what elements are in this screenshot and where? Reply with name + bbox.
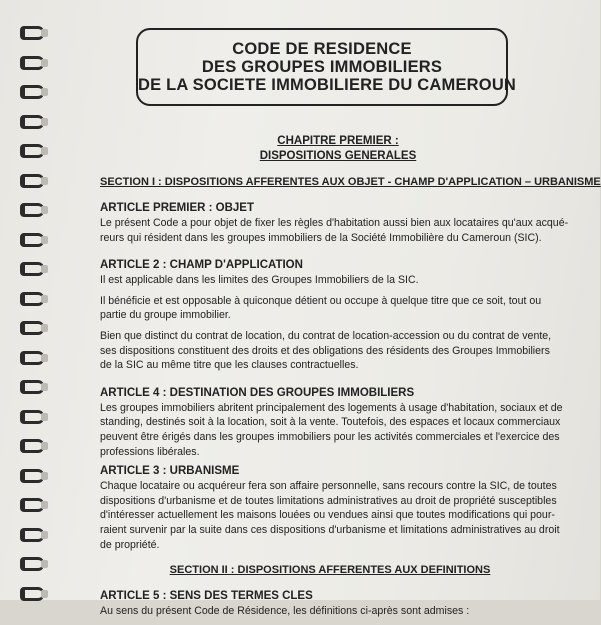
article-1-text [100,216,569,245]
punch-hole [41,501,48,509]
binding-ring [14,587,48,601]
binding-ring [14,26,48,40]
binding-ring [14,469,48,483]
binding-ring [14,321,48,335]
punch-hole [41,236,48,244]
text-line: reurs qui résident dans les groupes immobiliers de la Société Immobilière du Cameroun (SIC). [100,231,542,244]
text-line: dispositions d'urbanisme et de toutes limitations administratives au droit de propriété susceptibles [100,494,557,507]
text-line: d'intéresser actuellement les maisons louées ou vendues ainsi que toutes modifications qui pour- [100,509,555,522]
binding-ring [14,410,48,424]
article-1-heading: ARTICLE PREMIER : OBJET [100,202,254,214]
punch-hole [41,29,48,37]
text-line: de la SIC au même titre que les clauses contractuelles. [100,359,359,372]
binding-ring [14,439,48,453]
punch-hole [41,324,48,332]
article-2-text-2 [100,294,560,323]
punch-hole [41,442,48,450]
text-line: Il est applicable dans les limites des Groupes Immobiliers de la SIC. [100,274,419,287]
binding-ring [14,292,48,306]
section-1-heading: SECTION I : DISPOSITIONS AFFERENTES AUX OBJET - CHAMP D'APPLICATION – URBANISME [100,176,601,188]
chapter-title: CHAPITRE PREMIER : [277,135,399,147]
text-line: de propriété. [100,538,160,551]
punch-hole [41,295,48,303]
binding-ring [14,351,48,365]
title-box [136,28,517,106]
binding-ring [14,144,48,158]
binding-ring [14,115,48,129]
article-2-heading: ARTICLE 2 : CHAMP D'APPLICATION [100,259,303,272]
text-line: ses dispositions constituent des droits et des obligations des résidents des Groupes Immobiliers [100,344,550,357]
punch-hole [41,206,48,214]
binding-ring [14,557,48,571]
text-line: raient survenir par la suite dans ces dispositions d'urbanisme et limitations administratives au droit [100,523,560,536]
binding-ring [14,498,48,512]
punch-hole [41,118,48,126]
article-4-heading: ARTICLE 4 : DESTINATION DES GROUPES IMMOBILIERS [100,386,415,399]
punch-hole [41,413,48,421]
text-line: Bien que distinct du contrat de location, du contrat de location-accession ou du contrat de vente, [100,329,552,342]
article-2-text-3 [100,329,560,373]
article-2-text-1 [100,273,560,288]
punch-hole [41,147,48,155]
title-line-1: CODE DE RESIDENCE [232,40,412,58]
text-line: Au sens du présent Code de Résidence, les définitions ci-après sont admises : [100,605,470,618]
text-line: standing, destinés soit à la location, soit à la vente. Toutefois, des espaces et locaux commerciaux [100,416,561,429]
article-3-heading: ARTICLE 3 : URBANISME [100,465,240,478]
punch-hole [41,472,48,480]
chapter-subtitle: DISPOSITIONS GENERALES [259,150,417,162]
binding-ring [14,262,48,276]
text-line: Le présent Code a pour objet de fixer les règles d'habitation aussi bien aux locataires qu'aux acqué- [100,217,569,229]
text-line: peuvent être érigés dans les groupes immobiliers pour les activités commerciales et l'exercice des [100,430,560,443]
binding-ring [14,528,48,542]
text-line: Il bénéficie et est opposable à quiconque détient ou occupe à quelque titre que ce soit, tout ou [100,294,542,307]
punch-hole [41,590,48,598]
punch-hole [41,88,48,96]
article-4-text [100,401,563,459]
binding-ring [14,56,48,70]
punch-hole [41,265,48,273]
punch-hole [41,560,48,568]
text-line: professions libérales. [100,445,200,458]
text-line: Les groupes immobiliers abritent principalement des logements à usage d'habitation, sociaux et de [100,401,563,414]
punch-hole [41,177,48,185]
punch-hole [41,531,48,539]
section-2-heading: SECTION II : DISPOSITIONS AFFERENTES AUX DEFINITIONS [169,564,491,577]
page-content [100,28,601,625]
text-line: Chaque locataire ou acquéreur fera son affaire personnelle, sans recours contre la SIC, de toutes [100,480,557,493]
text-line: partie du groupe immobilier. [100,309,231,322]
article-5-heading: ARTICLE 5 : SENS DES TERMES CLES [100,590,313,603]
title-line-3: DE LA SOCIETE IMMOBILIERE DU CAMEROUN [138,76,517,94]
punch-hole [41,354,48,362]
binding-ring [14,233,48,247]
title-line-2: DES GROUPES IMMOBILIERS [201,58,443,76]
punch-hole [41,59,48,67]
binding-ring [14,174,48,188]
chapter-heading [116,134,560,164]
binding-ring [14,85,48,99]
punch-hole [41,383,48,391]
spiral-binding [14,0,54,600]
binding-ring [14,203,48,217]
article-5-text [100,604,560,619]
article-3-text [100,479,560,552]
binding-ring [14,380,48,394]
